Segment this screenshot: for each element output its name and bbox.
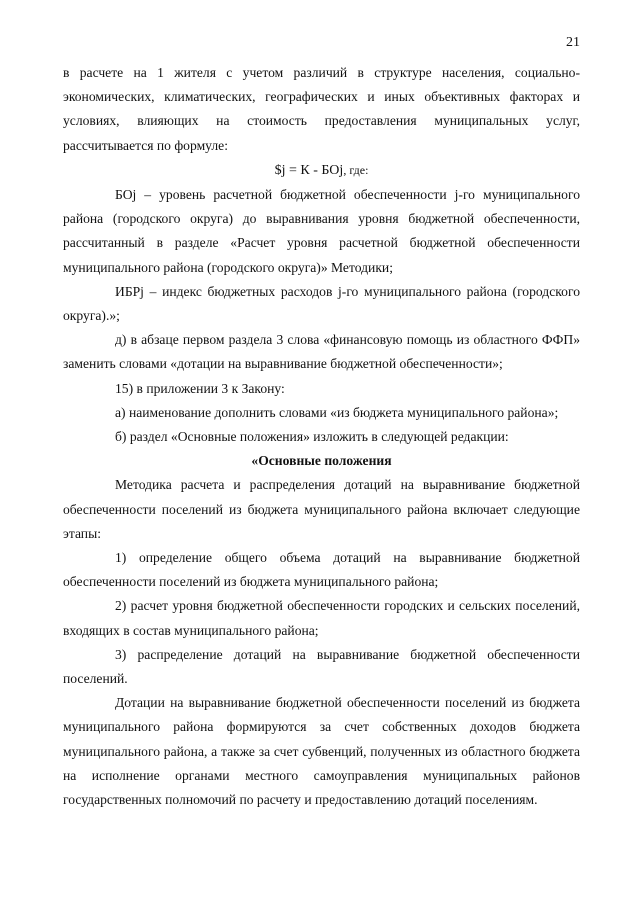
paragraph-item-a: а) наименование дополнить словами «из бюджета муниципального района»; bbox=[115, 404, 559, 420]
formula-suffix: , где: bbox=[343, 162, 369, 177]
paragraph-formula-intro: в расчете на 1 жителя с учетом различий в структуре населения, социально-экономических, климатических, географических и иных объективных факторах и условиях, влияющих на стоимость предоставления муниципальных услуг, рассчитывается по формуле: bbox=[63, 65, 580, 153]
paragraph-step-3: 3) распределение дотаций на выравнивание бюджетной обеспеченности поселений. bbox=[63, 646, 580, 687]
paragraph-definition-bo: БОj – уровень расчетной бюджетной обеспеченности j-го муниципального района (городского округа) до выравнивания уровня бюджетной обеспеченности, рассчитанный в разделе «Расчет уровня расчетной бюджетной обеспеченности муниципального района (городского округа)» Методики; bbox=[63, 187, 580, 275]
formula: $j = К - БОj bbox=[274, 162, 344, 178]
formula-line bbox=[63, 158, 580, 183]
document-body bbox=[63, 61, 580, 812]
paragraph-item-15: 15) в приложении 3 к Закону: bbox=[115, 380, 285, 396]
section-heading: «Основные положения bbox=[251, 453, 392, 469]
paragraph-subsidies: Дотации на выравнивание бюджетной обеспеченности поселений из бюджета муниципального района формируются за счет собственных доходов бюджета муниципального района, а также за счет субвенций, полученных из областного бюджета на исполнение органами местного самоуправления муниципальных районов государственных полномочий по расчету и предоставлению дотаций поселениям. bbox=[63, 695, 580, 808]
paragraph-step-2: 2) расчет уровня бюджетной обеспеченности городских и сельских поселений, входящих в состав муниципального района; bbox=[63, 598, 580, 638]
paragraph-item-b: б) раздел «Основные положения» изложить в следующей редакции: bbox=[115, 429, 509, 445]
paragraph-methodology: Методика расчета и распределения дотаций на выравнивание бюджетной обеспеченности поселений из бюджета муниципального района включает следующие этапы: bbox=[63, 477, 580, 541]
page-number: 21 bbox=[566, 35, 580, 50]
paragraph-step-1: 1) определение общего объема дотаций на выравнивание бюджетной обеспеченности поселений из бюджета муниципального района; bbox=[63, 550, 580, 590]
paragraph-item-d: д) в абзаце первом раздела 3 слова «финансовую помощь из областного ФФП» заменить словами «дотации на выравнивание бюджетной обеспеченности»; bbox=[63, 332, 580, 372]
paragraph-definition-ibr: ИБРj – индекс бюджетных расходов j-го муниципального района (городского округа).»; bbox=[63, 283, 580, 324]
